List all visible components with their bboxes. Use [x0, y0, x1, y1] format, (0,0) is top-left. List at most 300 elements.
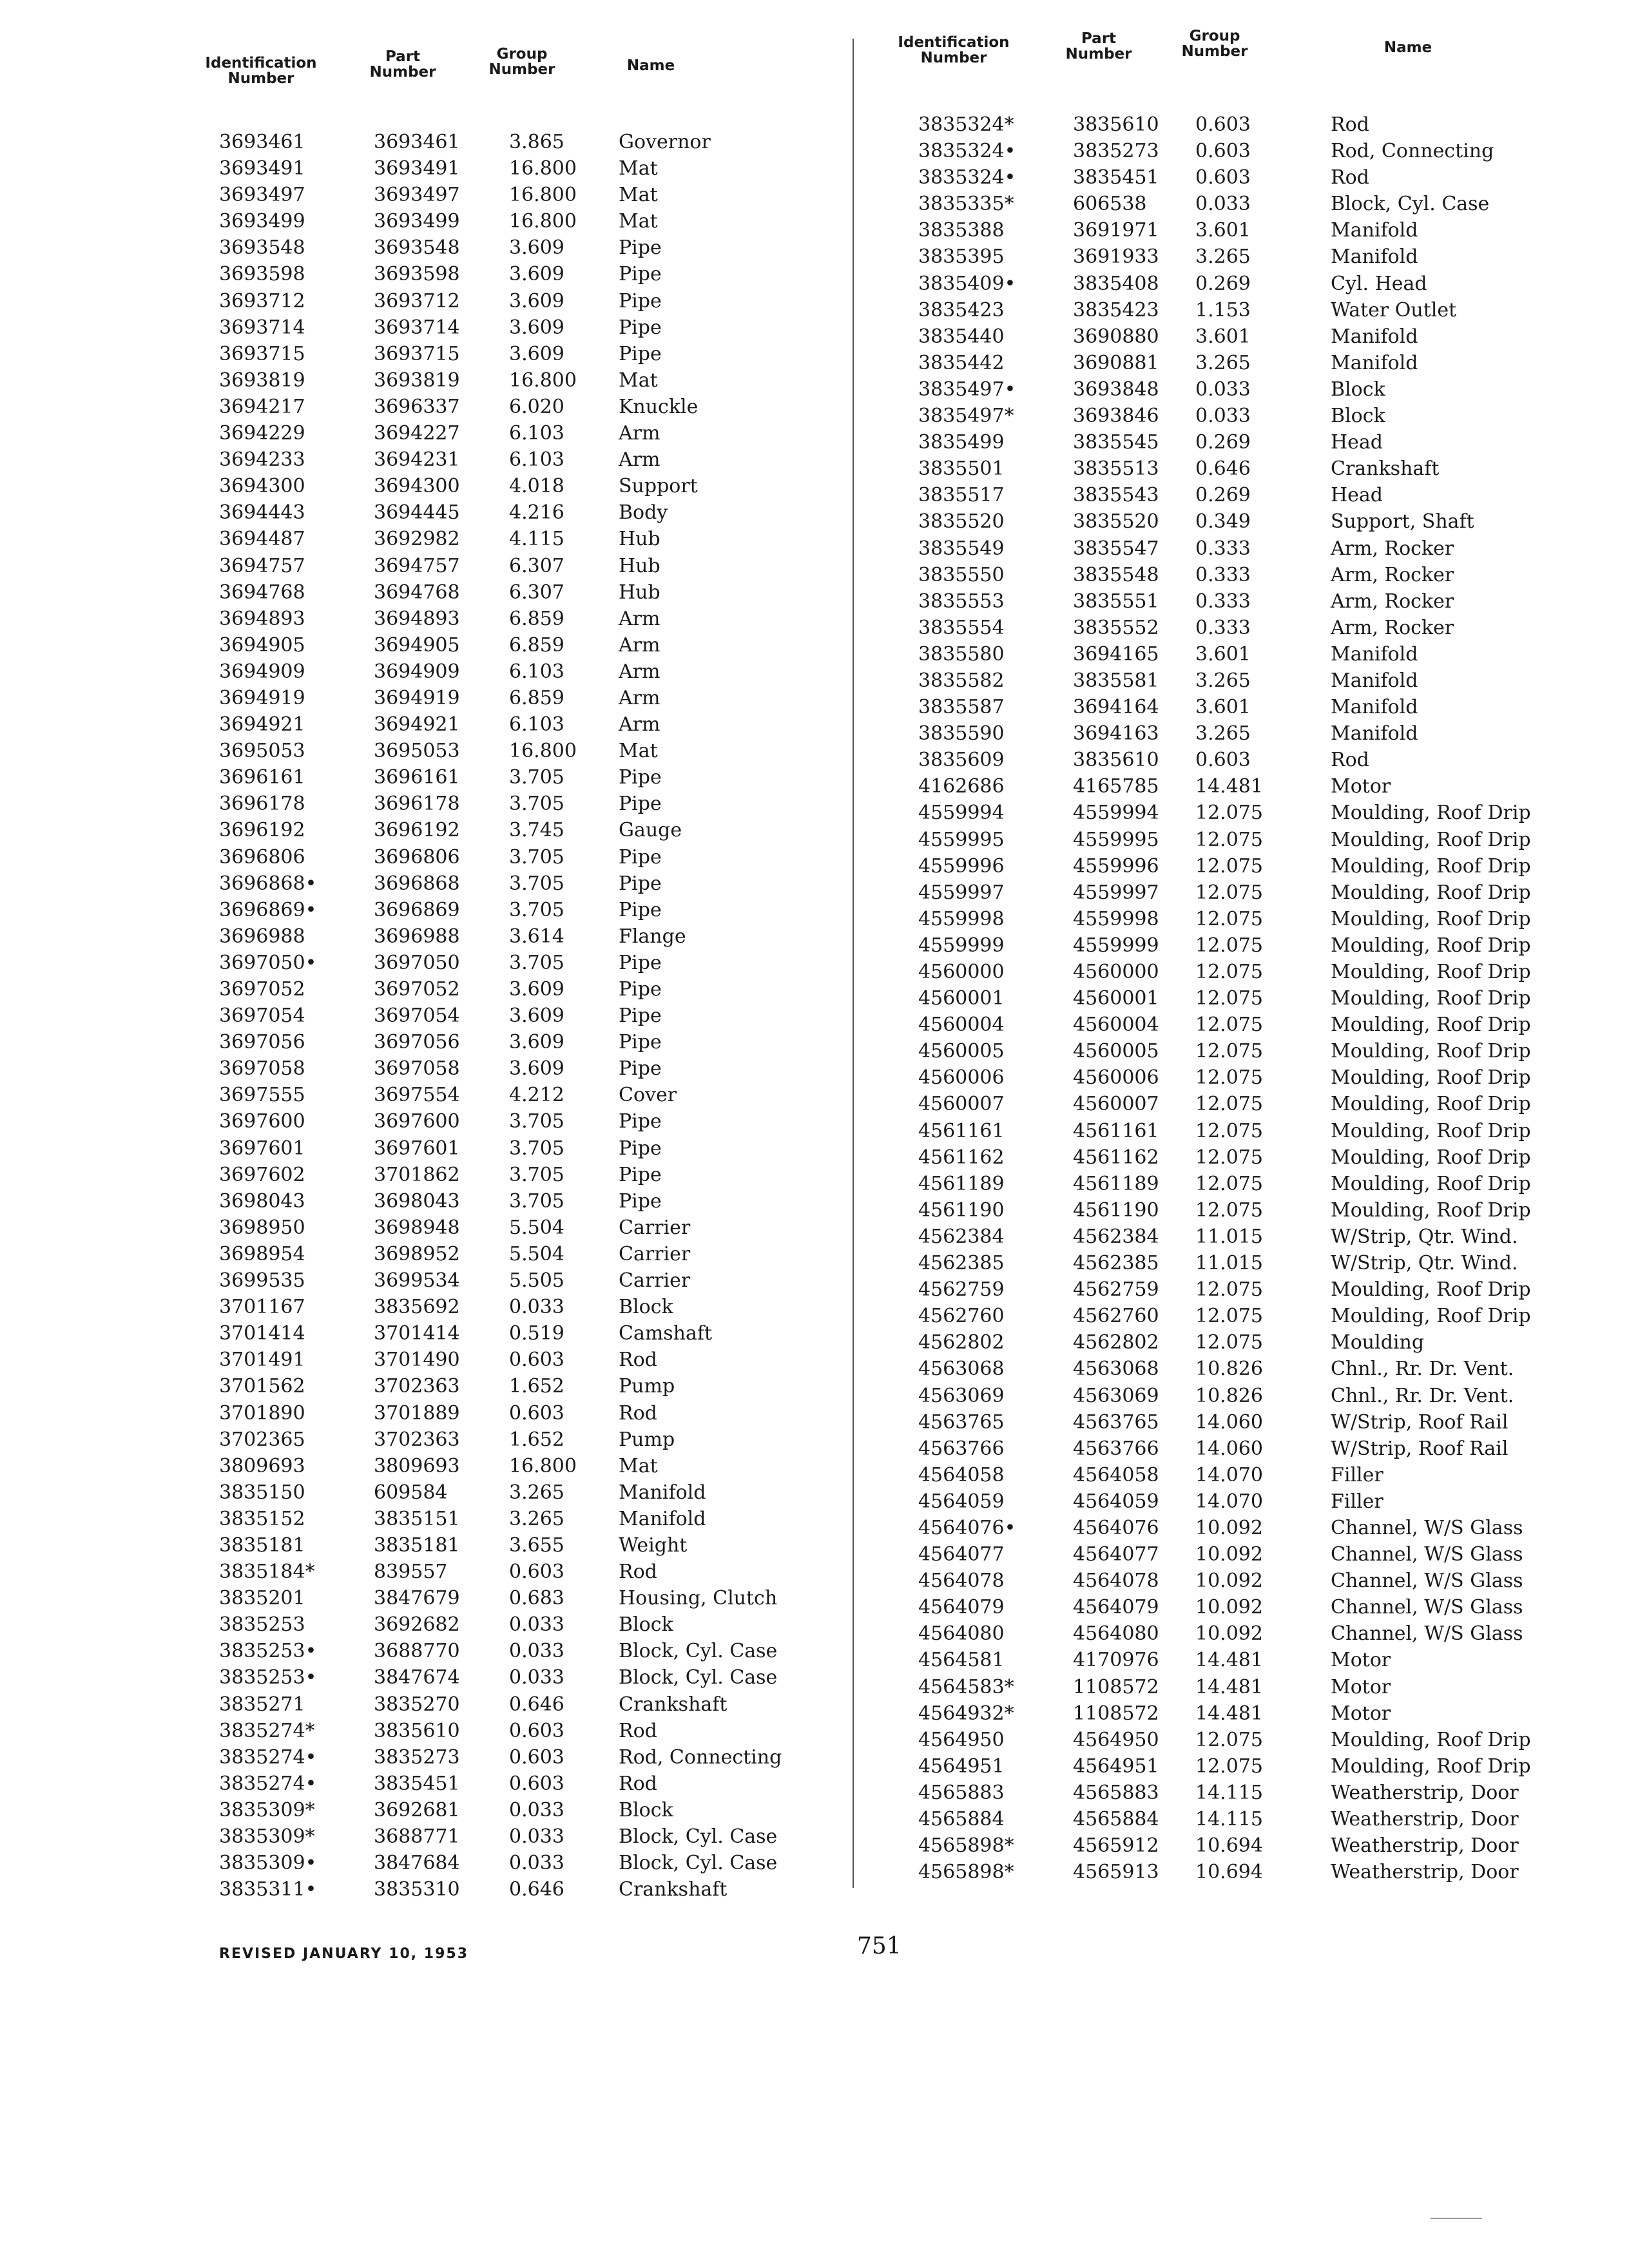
cell-part-number: 3693715: [374, 342, 460, 365]
cell-part-number: 4564076: [1073, 1516, 1159, 1539]
cell-group-number: 0.603: [509, 1719, 564, 1742]
table-row: [187, 526, 831, 552]
cell-part-number: 3835551: [1073, 590, 1159, 613]
cell-group-number: 10.092: [1195, 1596, 1263, 1619]
cell-part-number: 3690880: [1073, 325, 1159, 348]
cell-part-number: 4565883: [1073, 1781, 1159, 1804]
cell-part-number: 3847684: [374, 1852, 460, 1875]
cell-part-number: 4565884: [1073, 1808, 1159, 1831]
cell-name: Pipe: [619, 263, 662, 286]
cell-part-number: 4564077: [1073, 1543, 1159, 1566]
cell-group-number: 11.015: [1195, 1225, 1263, 1248]
table-row: [187, 1718, 831, 1744]
cell-group-number: 3.609: [509, 289, 564, 312]
cell-identification-number: 3698043: [219, 1189, 305, 1213]
table-row: [880, 1753, 1595, 1780]
cell-group-number: 12.075: [1195, 961, 1263, 983]
table-row: [187, 711, 831, 738]
cell-identification-number: 4564950: [918, 1728, 1005, 1751]
table-row: [880, 1250, 1595, 1276]
cell-name: Block, Cyl. Case: [619, 1825, 778, 1848]
cell-identification-number: 4564079: [918, 1596, 1005, 1619]
cell-name: Motor: [1331, 775, 1391, 798]
cell-name: Camshaft: [619, 1322, 713, 1345]
table-row: [880, 1118, 1595, 1144]
cell-name: Water Outlet: [1331, 298, 1457, 322]
cell-group-number: 16.800: [509, 157, 577, 180]
cell-identification-number: 4565884: [918, 1808, 1005, 1831]
cell-identification-number: 3835152: [219, 1507, 305, 1530]
cell-identification-number: 4564077: [918, 1543, 1005, 1566]
cell-name: Moulding, Roof Drip: [1331, 1119, 1531, 1142]
cell-part-number: 3693848: [1073, 378, 1159, 401]
cell-name: Motor: [1331, 1675, 1391, 1698]
cell-name: Manifold: [1331, 245, 1418, 269]
cell-group-number: 1.652: [509, 1375, 564, 1398]
table-row: [187, 817, 831, 843]
cell-part-number: 3835548: [1073, 563, 1159, 586]
cell-name: Arm, Rocker: [1331, 537, 1454, 560]
cell-name: Block: [1331, 378, 1385, 401]
cell-identification-number: 3835388: [918, 219, 1005, 242]
cell-identification-number: 3696806: [219, 845, 305, 869]
cell-part-number: 3835552: [1073, 616, 1159, 639]
cell-group-number: 3.265: [509, 1507, 564, 1530]
cell-part-number: 3693819: [374, 369, 460, 392]
cell-identification-number: 4561189: [918, 1172, 1005, 1195]
cell-identification-number: 3693714: [219, 316, 305, 339]
cell-part-number: 4559996: [1073, 854, 1159, 878]
cell-group-number: 3.601: [1195, 325, 1251, 348]
cell-group-number: 3.601: [1195, 696, 1251, 719]
cell-group-number: 0.603: [509, 1561, 564, 1584]
cell-identification-number: 3835274*: [219, 1719, 315, 1742]
cell-name: Chnl., Rr. Dr. Vent.: [1331, 1358, 1514, 1381]
cell-part-number: 3694445: [374, 501, 460, 524]
cell-group-number: 4.216: [509, 501, 564, 524]
cell-group-number: 3.705: [509, 1110, 564, 1133]
cell-name: Carrier: [619, 1269, 691, 1293]
cell-identification-number: 4562384: [918, 1225, 1005, 1248]
table-row: [880, 297, 1595, 323]
cell-identification-number: 4561162: [918, 1146, 1005, 1169]
cell-name: Block, Cyl. Case: [619, 1852, 778, 1875]
cell-name: Weatherstrip, Door: [1331, 1808, 1519, 1831]
cell-identification-number: 4564078: [918, 1570, 1005, 1593]
table-row: [187, 367, 831, 394]
cell-part-number: 3835610: [1073, 113, 1159, 136]
cell-group-number: 0.033: [509, 1296, 564, 1319]
cell-identification-number: 4562802: [918, 1331, 1005, 1354]
cell-identification-number: 3835587: [918, 696, 1005, 719]
cell-group-number: 0.603: [509, 1772, 564, 1795]
cell-group-number: 0.033: [1195, 378, 1251, 401]
cell-group-number: 12.075: [1195, 1754, 1263, 1778]
cell-part-number: 3693497: [374, 184, 460, 207]
page-number: 751: [857, 1933, 901, 1959]
cell-name: Support, Shaft: [1331, 510, 1474, 533]
cell-name: Moulding, Roof Drip: [1331, 1305, 1531, 1328]
cell-group-number: 12.075: [1195, 802, 1263, 825]
cell-name: Block, Cyl. Case: [1331, 193, 1490, 216]
cell-part-number: 4563068: [1073, 1358, 1159, 1381]
cell-group-number: 10.092: [1195, 1543, 1263, 1566]
cell-name: Rod: [619, 1772, 657, 1795]
table-row: [187, 394, 831, 420]
cell-identification-number: 3701167: [219, 1296, 305, 1319]
cell-part-number: 3835273: [374, 1745, 460, 1769]
cell-name: Moulding, Roof Drip: [1331, 987, 1531, 1010]
table-row: [880, 1436, 1595, 1462]
cell-group-number: 10.694: [1195, 1834, 1263, 1858]
cell-name: Pipe: [619, 1137, 662, 1160]
table-row: [187, 288, 831, 314]
cell-group-number: 6.103: [509, 660, 564, 683]
cell-group-number: 6.103: [509, 448, 564, 472]
cell-identification-number: 3835271: [219, 1693, 305, 1716]
cell-name: Rod, Connecting: [619, 1745, 782, 1769]
cell-identification-number: 3693598: [219, 263, 305, 286]
cell-name: Block: [619, 1296, 673, 1319]
cell-group-number: 0.603: [1195, 140, 1251, 163]
cell-part-number: 1108572: [1073, 1702, 1159, 1725]
table-row: [880, 641, 1595, 668]
cell-part-number: 4564058: [1073, 1463, 1159, 1486]
cell-group-number: 10.092: [1195, 1622, 1263, 1646]
table-row: [187, 1055, 831, 1082]
table-row: [187, 1876, 831, 1903]
cell-part-number: 4559998: [1073, 907, 1159, 930]
table-row: [187, 632, 831, 658]
table-row: [880, 1276, 1595, 1303]
cell-part-number: 4560004: [1073, 1014, 1159, 1037]
table-row: [880, 1356, 1595, 1382]
cell-group-number: 1.153: [1195, 298, 1251, 322]
cell-name: W/Strip, Roof Rail: [1331, 1437, 1509, 1460]
cell-identification-number: 3835554: [918, 616, 1005, 639]
cell-part-number: 609584: [374, 1481, 448, 1504]
table-row: [880, 562, 1595, 588]
cell-group-number: 12.075: [1195, 1331, 1263, 1354]
cell-identification-number: 3697056: [219, 1031, 305, 1054]
table-row: [187, 1664, 831, 1691]
header-part-number: Part Number: [1065, 30, 1132, 62]
cell-name: Rod: [619, 1561, 657, 1584]
cell-name: Weatherstrip, Door: [1331, 1781, 1519, 1804]
cell-name: Rod: [619, 1349, 657, 1372]
cell-part-number: 3693461: [374, 131, 460, 153]
cell-part-number: 3694757: [374, 554, 460, 577]
cell-group-number: 0.269: [1195, 272, 1251, 295]
cell-part-number: 3835408: [1073, 272, 1159, 295]
cell-group-number: 3.705: [509, 1137, 564, 1160]
cell-identification-number: 3835609: [918, 749, 1005, 772]
cell-part-number: 3696988: [374, 925, 460, 948]
cell-group-number: 12.075: [1195, 934, 1263, 957]
cell-part-number: 3698952: [374, 1242, 460, 1265]
cell-group-number: 3.265: [1195, 669, 1251, 692]
cell-group-number: 14.481: [1195, 1675, 1263, 1698]
table-row: [187, 844, 831, 870]
cell-part-number: 3835692: [374, 1296, 460, 1319]
cell-name: Channel, W/S Glass: [1331, 1596, 1523, 1619]
cell-name: Weatherstrip, Door: [1331, 1861, 1519, 1884]
table-row: [880, 1832, 1595, 1859]
cell-group-number: 3.609: [509, 978, 564, 1001]
cell-name: Moulding, Roof Drip: [1331, 1014, 1531, 1037]
cell-group-number: 12.075: [1195, 1040, 1263, 1063]
table-row: [880, 350, 1595, 376]
cell-name: Mat: [619, 210, 658, 233]
cell-part-number: 3693846: [1073, 405, 1159, 428]
cell-group-number: 12.075: [1195, 1728, 1263, 1751]
table-row: [187, 314, 831, 341]
cell-identification-number: 3835517: [918, 484, 1005, 507]
cell-identification-number: 4564583*: [918, 1675, 1014, 1698]
table-row: [880, 720, 1595, 747]
cell-name: Pipe: [619, 289, 662, 312]
table-row: [880, 535, 1595, 562]
cell-name: Mat: [619, 1454, 658, 1477]
cell-identification-number: 3835150: [219, 1481, 305, 1504]
cell-name: Arm, Rocker: [1331, 563, 1454, 586]
cell-part-number: 3835310: [374, 1878, 460, 1901]
cell-part-number: 4561161: [1073, 1119, 1159, 1142]
cell-identification-number: 3694229: [219, 422, 305, 445]
cell-identification-number: 3835274•: [219, 1772, 317, 1795]
cell-group-number: 10.826: [1195, 1358, 1263, 1381]
cell-group-number: 6.859: [509, 633, 564, 657]
cell-group-number: 12.075: [1195, 907, 1263, 930]
cell-group-number: 3.601: [1195, 642, 1251, 666]
cell-part-number: 3835547: [1073, 537, 1159, 560]
cell-identification-number: 3694768: [219, 581, 305, 604]
cell-name: Rod: [1331, 113, 1369, 136]
cell-name: Moulding, Roof Drip: [1331, 1278, 1531, 1302]
cell-name: Manifold: [1331, 669, 1418, 692]
cell-name: Manifold: [1331, 325, 1418, 348]
cell-name: Block, Cyl. Case: [619, 1666, 778, 1689]
table-row: [880, 1727, 1595, 1753]
table-row: [880, 271, 1595, 297]
cell-identification-number: 4559996: [918, 854, 1005, 878]
cell-part-number: 4563765: [1073, 1410, 1159, 1434]
cell-part-number: 3694909: [374, 660, 460, 683]
cell-identification-number: 4162686: [918, 775, 1005, 798]
table-row: [880, 1197, 1595, 1224]
table-row: [880, 1780, 1595, 1806]
cell-group-number: 0.333: [1195, 537, 1251, 560]
cell-part-number: 4562760: [1073, 1305, 1159, 1328]
table-row: [187, 870, 831, 897]
cell-group-number: 12.075: [1195, 854, 1263, 878]
cell-identification-number: 3701414: [219, 1322, 305, 1345]
table-row: [880, 932, 1595, 959]
table-row: [880, 1224, 1595, 1250]
cell-group-number: 5.504: [509, 1216, 564, 1239]
cell-part-number: 3697058: [374, 1057, 460, 1081]
cell-part-number: 4561190: [1073, 1198, 1159, 1222]
cell-identification-number: 4560006: [918, 1066, 1005, 1090]
cell-part-number: 3697056: [374, 1031, 460, 1054]
cell-name: Pipe: [619, 316, 662, 339]
cell-name: Pipe: [619, 342, 662, 365]
cell-group-number: 6.859: [509, 686, 564, 709]
cell-part-number: 3694163: [1073, 722, 1159, 745]
cell-name: Moulding, Roof Drip: [1331, 907, 1531, 930]
cell-group-number: 0.033: [509, 1613, 564, 1637]
header-identification-number: Identification Number: [898, 34, 1010, 66]
table-row: [187, 685, 831, 711]
cell-group-number: 12.075: [1195, 828, 1263, 851]
cell-part-number: 3696161: [374, 766, 460, 789]
cell-part-number: 4562802: [1073, 1331, 1159, 1354]
table-row: [880, 694, 1595, 720]
cell-name: Arm: [619, 633, 660, 657]
cell-group-number: 0.646: [509, 1693, 564, 1716]
cell-part-number: 3694768: [374, 581, 460, 604]
cell-name: Weight: [619, 1533, 688, 1557]
table-row: [187, 1559, 831, 1585]
cell-identification-number: 3835309*: [219, 1825, 315, 1848]
cell-part-number: 4560005: [1073, 1040, 1159, 1063]
cell-name: Arm: [619, 448, 660, 472]
cell-group-number: 14.481: [1195, 1649, 1263, 1672]
cell-name: Pipe: [619, 1163, 662, 1186]
cell-identification-number: 4561190: [918, 1198, 1005, 1222]
cell-group-number: 6.307: [509, 581, 564, 604]
cell-group-number: 16.800: [509, 369, 577, 392]
cell-identification-number: 3697054: [219, 1004, 305, 1028]
cell-identification-number: 4563068: [918, 1358, 1005, 1381]
cell-identification-number: 4559997: [918, 881, 1005, 904]
cell-part-number: 3694893: [374, 607, 460, 630]
cell-identification-number: 3697602: [219, 1163, 305, 1186]
cell-identification-number: 3835553: [918, 590, 1005, 613]
cell-part-number: 3693499: [374, 210, 460, 233]
cell-name: Hub: [619, 581, 660, 604]
cell-identification-number: 3835520: [918, 510, 1005, 533]
cell-part-number: 3698948: [374, 1216, 460, 1239]
cell-part-number: 3694300: [374, 475, 460, 498]
cell-identification-number: 3694921: [219, 713, 305, 736]
table-row: [880, 1594, 1595, 1620]
cell-name: Moulding, Roof Drip: [1331, 1146, 1531, 1169]
cell-name: Hub: [619, 554, 660, 577]
cell-identification-number: 3696192: [219, 819, 305, 842]
table-row: [187, 1003, 831, 1029]
table-row: [880, 668, 1595, 694]
cell-part-number: 4564950: [1073, 1728, 1159, 1751]
cell-name: Manifold: [619, 1507, 706, 1530]
cell-group-number: 3.265: [1195, 245, 1251, 269]
cell-name: Cyl. Head: [1331, 272, 1427, 295]
cell-part-number: 3696192: [374, 819, 460, 842]
table-row: [187, 1320, 831, 1347]
table-row: [187, 1850, 831, 1876]
cell-identification-number: 3697601: [219, 1137, 305, 1160]
table-row: [187, 1241, 831, 1267]
cell-name: Weatherstrip, Door: [1331, 1834, 1519, 1858]
left-column-header: [187, 32, 831, 87]
cell-identification-number: 3835549: [918, 537, 1005, 560]
cell-identification-number: 4562385: [918, 1252, 1005, 1275]
cell-part-number: 3688771: [374, 1825, 460, 1848]
cell-identification-number: 4563766: [918, 1437, 1005, 1460]
table-row: [880, 1091, 1595, 1117]
table-row: [187, 1585, 831, 1611]
table-row: [187, 1294, 831, 1320]
cell-part-number: 4559994: [1073, 802, 1159, 825]
cell-part-number: 3835181: [374, 1533, 460, 1557]
table-row: [187, 1400, 831, 1427]
cell-name: Channel, W/S Glass: [1331, 1543, 1523, 1566]
cell-name: Pipe: [619, 766, 662, 789]
cell-group-number: 16.800: [509, 184, 577, 207]
cell-name: Manifold: [1331, 642, 1418, 666]
cell-part-number: 3696869: [374, 898, 460, 921]
table-row: [880, 588, 1595, 615]
cell-identification-number: 4564059: [918, 1490, 1005, 1513]
table-row: [880, 615, 1595, 641]
table-row: [880, 1806, 1595, 1832]
cell-name: Moulding, Roof Drip: [1331, 1728, 1531, 1751]
cell-identification-number: 3694233: [219, 448, 305, 472]
cell-name: Channel, W/S Glass: [1331, 1622, 1523, 1646]
cell-part-number: 4560001: [1073, 987, 1159, 1010]
cell-identification-number: 3835324•: [918, 166, 1016, 189]
cell-identification-number: 4565898*: [918, 1861, 1014, 1884]
cell-part-number: 3694231: [374, 448, 460, 472]
table-row: [880, 1859, 1595, 1885]
cell-group-number: 0.333: [1195, 563, 1251, 586]
header-part-number: Part Number: [369, 48, 436, 81]
table-row: [187, 1532, 831, 1559]
table-row: [187, 1162, 831, 1188]
cell-group-number: 3.745: [509, 819, 564, 842]
table-row: [880, 403, 1595, 429]
table-row: [880, 1700, 1595, 1727]
cell-group-number: 6.859: [509, 607, 564, 630]
cell-identification-number: 3697600: [219, 1110, 305, 1133]
right-column: [880, 28, 1595, 1884]
cell-part-number: 4565912: [1073, 1834, 1159, 1858]
cell-name: Rod, Connecting: [1331, 140, 1494, 163]
cell-group-number: 0.033: [509, 1798, 564, 1821]
table-row: [880, 959, 1595, 985]
cell-group-number: 14.060: [1195, 1437, 1263, 1460]
cell-group-number: 3.609: [509, 236, 564, 260]
cell-group-number: 3.705: [509, 1163, 564, 1186]
cell-part-number: 4565913: [1073, 1861, 1159, 1884]
table-row: [187, 1108, 831, 1135]
table-row: [880, 1329, 1595, 1356]
cell-identification-number: 3696178: [219, 793, 305, 816]
cell-name: Pipe: [619, 1057, 662, 1081]
cell-group-number: 0.333: [1195, 590, 1251, 613]
cell-part-number: 3835610: [374, 1719, 460, 1742]
cell-group-number: 0.603: [1195, 749, 1251, 772]
cell-group-number: 3.705: [509, 845, 564, 869]
cell-name: Moulding, Roof Drip: [1331, 1198, 1531, 1222]
cell-group-number: 3.609: [509, 342, 564, 365]
cell-group-number: 0.269: [1195, 431, 1251, 454]
cell-part-number: 3693491: [374, 157, 460, 180]
cell-identification-number: 4559998: [918, 907, 1005, 930]
left-column: [187, 32, 831, 1901]
table-row: [880, 827, 1595, 853]
cell-name: Pipe: [619, 1004, 662, 1028]
